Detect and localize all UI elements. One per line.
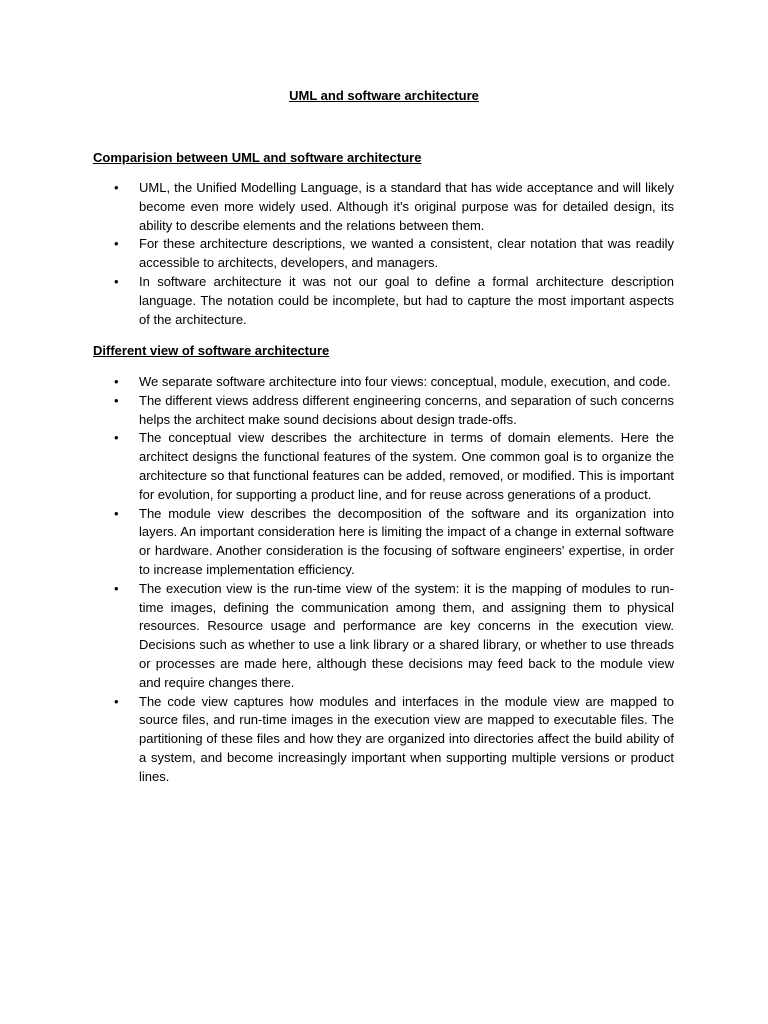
bullet-icon: • xyxy=(114,505,119,521)
section-heading-views: Different view of software architecture xyxy=(93,343,330,358)
bullet-icon: • xyxy=(114,236,119,252)
bullet-icon: • xyxy=(114,580,119,596)
bullet-icon: • xyxy=(114,430,119,446)
list-item xyxy=(93,580,674,693)
list-item xyxy=(93,235,674,273)
bullet-icon: • xyxy=(114,273,119,289)
bullet-icon: • xyxy=(114,180,119,195)
list-item xyxy=(93,273,674,329)
bullet-icon: • xyxy=(114,693,119,709)
bullet-text: The execution view is the run-time view of the system: it is the mapping of modules to run-time images, defining the communication among them, and assigning them to physical resources. Resource usage and performance are key concerns in the execution view. Decisions such as whether to use a link library or a shared library, or whether to use threads or processes are made here, although these decisions may feed back to the module view and require changes there. xyxy=(139,580,674,690)
section-heading-comparison: Comparision between UML and software architecture xyxy=(93,150,422,165)
list-item xyxy=(93,693,674,787)
bullet-text: We separate software architecture into four views: conceptual, module, execution, and code. xyxy=(139,374,671,389)
list-item xyxy=(93,429,674,504)
bullet-icon: • xyxy=(114,374,119,389)
bullet-text: The different views address different engineering concerns, and separation of such concerns helps the architect make sound decisions about design trade-offs. xyxy=(139,392,674,427)
bullet-text: In software architecture it was not our goal to define a formal architecture description language. The notation could be incomplete, but had to capture the most important aspects of the architecture. xyxy=(139,273,674,327)
bullet-text: The conceptual view describes the architecture in terms of domain elements. Here the architect designs the functional features of the system. One common goal is to organize the architecture so that functional features can be added, removed, or modified. This is important for evolution, for supporting a product line, and for reuse across generations of a product. xyxy=(139,430,674,502)
bullet-list-views xyxy=(93,373,674,787)
bullet-text: The module view describes the decomposition of the software and its organization into layers. An important consideration here is limiting the impact of a change in external software or hardware. Another consideration is the focusing of software engineers' expertise, in order to increase implementation efficiency. xyxy=(139,505,674,577)
list-item xyxy=(93,505,674,580)
bullet-list-comparison xyxy=(93,179,674,329)
bullet-text: UML, the Unified Modelling Language, is a standard that has wide acceptance and will likely become even more widely used. Although it's original purpose was for detailed design, its ability to describe elements and the relations between them. xyxy=(139,180,674,233)
list-item xyxy=(93,392,674,430)
bullet-text: The code view captures how modules and interfaces in the module view are mapped to source files, and run-time images in the execution view are mapped to executable files. The partitioning of these files and how they are organized into directories affect the build ability of a system, and become increasingly important when supporting multiple versions or product lines. xyxy=(139,693,674,784)
list-item xyxy=(93,179,674,235)
list-item xyxy=(93,373,674,392)
document-title: UML and software architecture xyxy=(289,88,479,103)
bullet-text: For these architecture descriptions, we wanted a consistent, clear notation that was readily accessible to architects, developers, and managers. xyxy=(139,236,674,271)
bullet-icon: • xyxy=(114,392,119,408)
